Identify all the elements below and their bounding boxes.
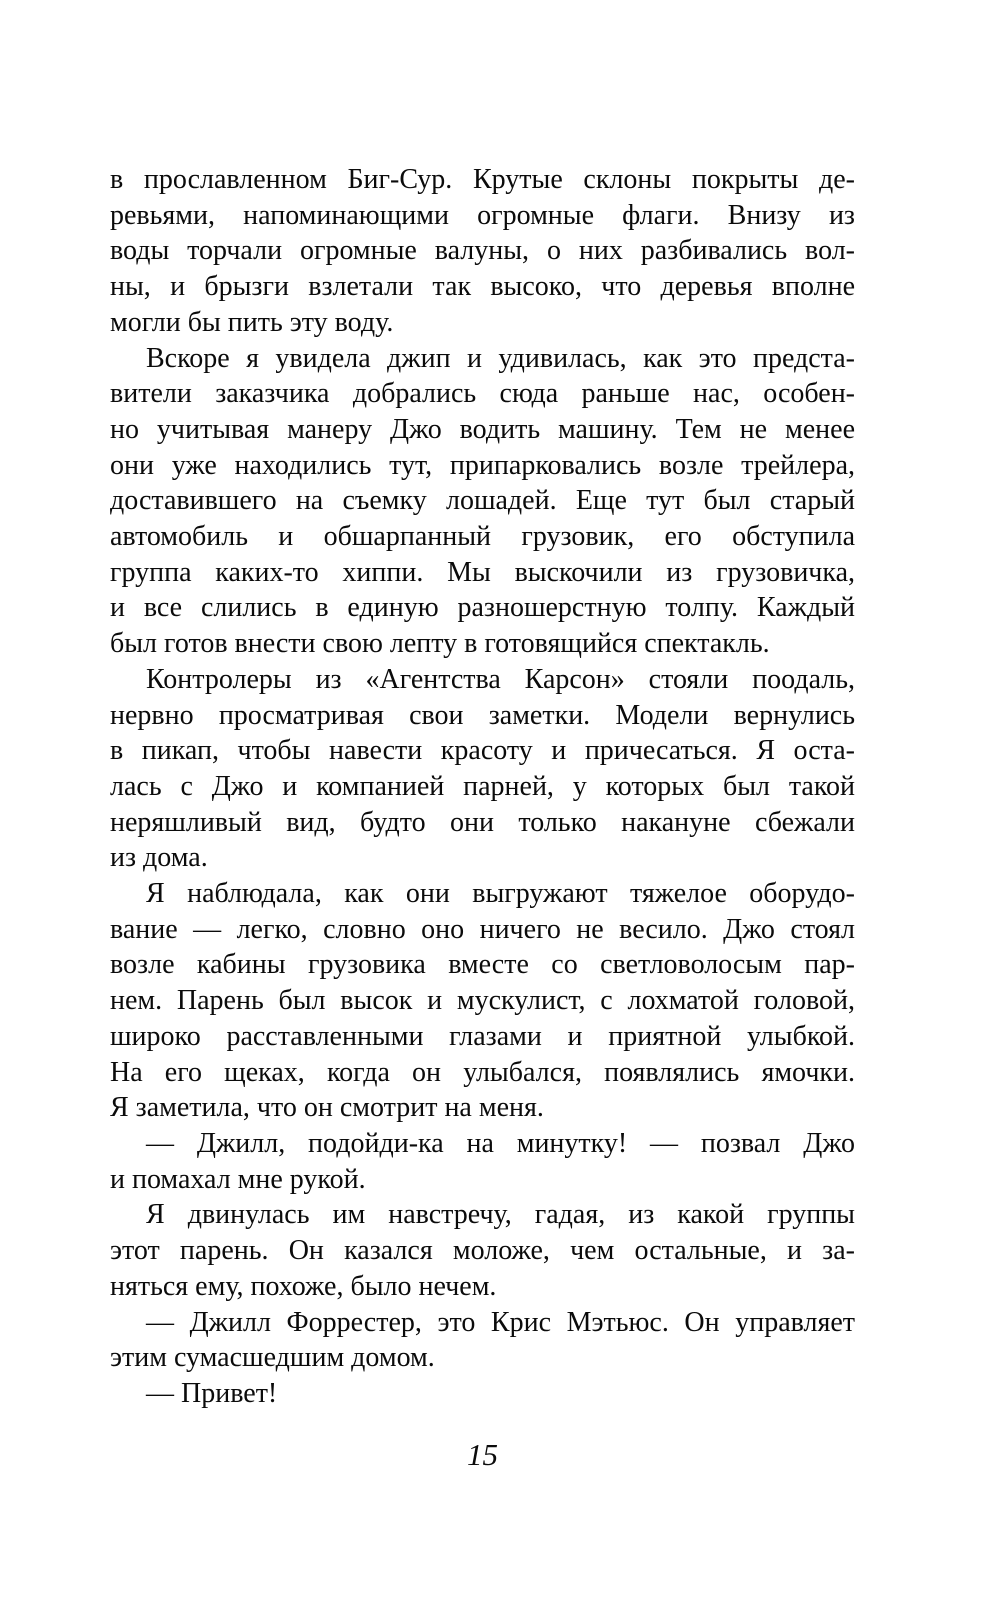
text-line: Я заметила, что он смотрит на меня. [110,1092,544,1124]
text-line: лась с Джо и компанией парней, у которых был такой [110,770,855,802]
text-line: этот парень. Он казался моложе, чем остальные, и за- [110,1235,855,1267]
text-line: вание — легко, словно оно ничего не весило. Джо стоял [110,913,855,945]
text-line: возле кабины грузовика вместе со светловолосым пар- [110,949,855,981]
text-line: нервно просматривая свои заметки. Модели вернулись [110,699,855,731]
text-line: и помахал мне рукой. [110,1163,366,1195]
text-block [110,162,855,1412]
text-line: Вскоре я увидела джип и удивилась, как это предста- [146,342,855,374]
page-number: 15 [467,1437,498,1472]
text-line: но учитывая манеру Джо водить машину. Тем не менее [110,413,855,445]
text-line: могли бы пить эту воду. [110,306,394,338]
text-line: неряшливый вид, будто они только накануне сбежали [110,806,855,838]
text-line: — Джилл, подойди-ка на минутку! — позвал Джо [146,1127,855,1159]
text-line: они уже находились тут, припарковались возле трейлера, [110,449,855,481]
text-line: в пикап, чтобы навести красоту и причесаться. Я оста- [110,735,855,767]
text-line: Контролеры из «Агентства Карсон» стояли поодаль, [146,663,855,695]
text-line: и все слились в единую разношерстную толпу. Каждый [110,592,855,624]
text-line: ревьями, напоминающими огромные флаги. Внизу из [110,199,855,231]
text-line: группа каких-то хиппи. Мы выскочили из грузовичка, [110,556,855,588]
text-line: Я двинулась им навстречу, гадая, из какой группы [146,1199,855,1231]
text-line: Я наблюдала, как они выгружают тяжелое оборудо- [146,878,855,910]
text-line: вители заказчика добрались сюда раньше нас, особен- [110,378,855,410]
text-line: автомобиль и обшарпанный грузовик, его обступила [110,521,855,553]
text-line: — Джилл Форрестер, это Крис Мэтьюс. Он управляет [146,1306,855,1338]
text-line: был готов внести свою лепту в готовящийся спектакль. [110,628,770,660]
text-line: в прославленном Биг-Сур. Крутые склоны покрыты де- [110,164,855,195]
text-line: нем. Парень был высок и мускулист, с лохматой головой, [110,985,855,1017]
text-line: широко расставленными глазами и приятной улыбкой. [110,1020,855,1052]
text-line: ны, и брызги взлетали так высоко, что деревья вполне [110,271,855,303]
text-line: этим сумасшедшим домом. [110,1342,435,1374]
text-line: из дома. [110,842,208,874]
text-line: доставившего на съемку лошадей. Еще тут был старый [110,485,855,517]
text-line: няться ему, похоже, было нечем. [110,1270,497,1302]
text-line: воды торчали огромные валуны, о них разбивались вол- [110,235,855,267]
text-line: На его щеках, когда он улыбался, появлялись ямочки. [110,1056,855,1088]
text-line: — Привет! [146,1377,278,1409]
